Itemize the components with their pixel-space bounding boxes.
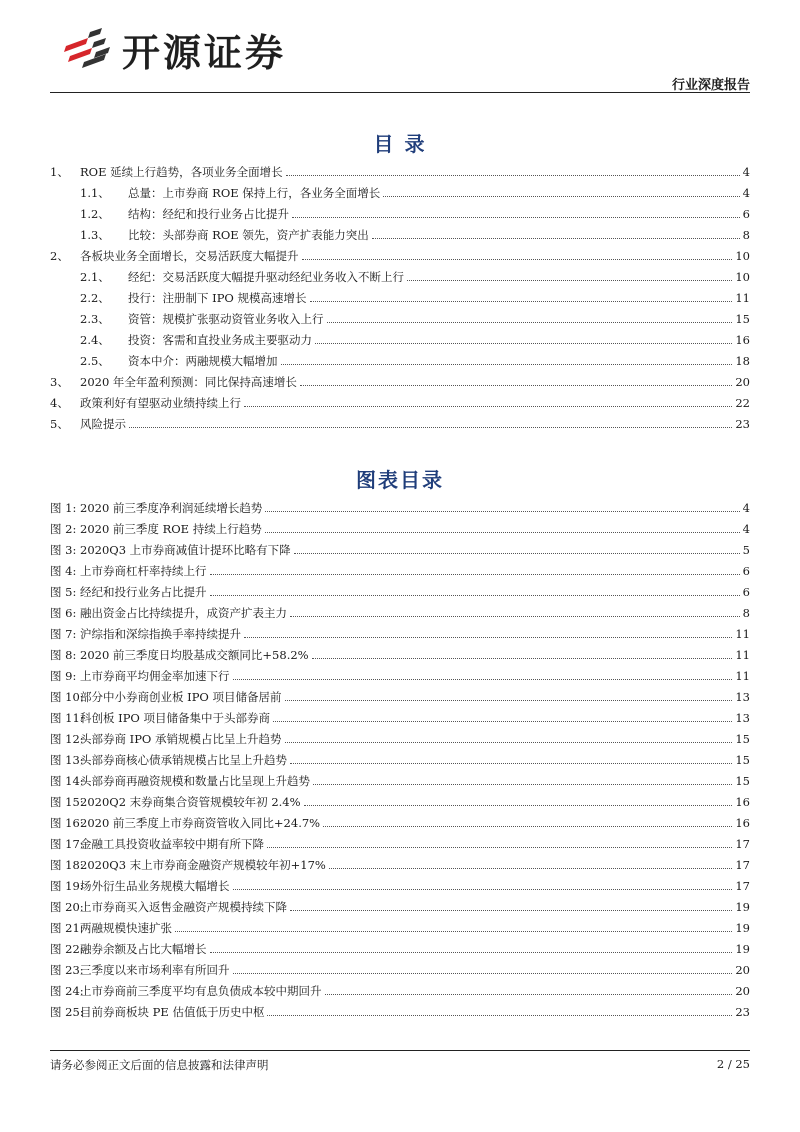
entry-title: 部分中小券商创业板 IPO 项目储备居前 (80, 690, 282, 704)
figure-entry[interactable] (50, 767, 750, 788)
entry-page: 20 (735, 984, 750, 998)
figure-entry[interactable] (50, 599, 750, 620)
leader-dots (265, 510, 739, 512)
toc-entry[interactable] (50, 179, 750, 200)
footer-disclaimer: 请务必参阅正文后面的信息披露和法律声明 (50, 1058, 269, 1072)
figure-entry[interactable] (50, 998, 750, 1019)
entry-page: 17 (735, 879, 750, 893)
entry-title: 结构：经纪和投行业务占比提升 (128, 207, 289, 221)
toc-entry[interactable] (50, 389, 750, 410)
leader-dots (244, 405, 732, 407)
entry-page: 16 (735, 816, 750, 830)
figure-entry[interactable] (50, 536, 750, 557)
leader-dots (267, 1014, 732, 1016)
leader-dots (312, 657, 733, 659)
figure-entry[interactable] (50, 704, 750, 725)
toc-entry[interactable] (50, 410, 750, 431)
entry-number: 图 7: (50, 627, 77, 641)
entry-page: 8 (742, 228, 750, 242)
figure-entry[interactable] (50, 494, 750, 515)
report-type-label: 行业深度报告 (671, 78, 750, 93)
entry-number: 1、 (50, 165, 69, 179)
leader-dots (210, 594, 740, 596)
entry-number: 图 13: (50, 753, 84, 767)
entry-title: 2020Q2 末券商集合资管规模较年初 2.4% (80, 795, 301, 809)
leader-dots (233, 678, 733, 680)
entry-title: 2020 前三季度 ROE 持续上行趋势 (80, 522, 262, 536)
figure-entry[interactable] (50, 977, 750, 998)
entry-number: 图 11: (50, 711, 84, 725)
leader-dots (323, 825, 732, 827)
entry-page: 15 (735, 753, 750, 767)
figure-entry[interactable] (50, 725, 750, 746)
figure-index-list (50, 494, 750, 1019)
entry-number: 1.1、 (80, 186, 110, 200)
entry-number: 1.2、 (80, 207, 110, 221)
leader-dots (233, 888, 733, 890)
entry-title: 政策利好有望驱动业绩持续上行 (80, 396, 241, 410)
entry-title: 三季度以来市场利率有所回升 (80, 963, 230, 977)
leader-dots (265, 531, 740, 533)
figure-entry[interactable] (50, 956, 750, 977)
entry-number: 图 14: (50, 774, 84, 788)
entry-page: 11 (735, 291, 750, 305)
entry-page: 6 (742, 207, 750, 221)
leader-dots (267, 846, 732, 848)
entry-number: 2.1、 (80, 270, 110, 284)
entry-number: 图 21: (50, 921, 84, 935)
footer-divider (50, 1050, 750, 1051)
leader-dots (407, 279, 732, 281)
entry-number: 图 1: (50, 501, 77, 515)
leader-dots (290, 762, 732, 764)
entry-title: 2020Q3 上市券商减值计提环比略有下降 (80, 543, 291, 557)
leader-dots (233, 972, 733, 974)
toc-entry[interactable] (50, 200, 750, 221)
entry-number: 图 24: (50, 984, 84, 998)
entry-page: 4 (742, 501, 750, 515)
entry-page: 19 (735, 900, 750, 914)
leader-dots (285, 699, 733, 701)
entry-number: 图 18: (50, 858, 84, 872)
figure-entry[interactable] (50, 809, 750, 830)
entry-page: 20 (735, 963, 750, 977)
figure-index-title: 图表目录 (356, 468, 444, 492)
entry-number: 图 23: (50, 963, 84, 977)
entry-title: 头部券商核心债承销规模占比呈上升趋势 (80, 753, 287, 767)
logo-text: 开源证券 (122, 31, 287, 75)
entry-title: 2020 年全年盈利预测：同比保持高速增长 (80, 375, 297, 389)
leader-dots (290, 615, 740, 617)
entry-title: 资管：规模扩张驱动资管业务收入上行 (128, 312, 324, 326)
entry-title: 总量：上市券商 ROE 保持上行，各业务全面增长 (128, 186, 381, 200)
figure-entry[interactable] (50, 557, 750, 578)
entry-title: 融出资金占比持续提升，成资产扩表主力 (80, 606, 287, 620)
leader-dots (329, 867, 732, 869)
entry-title: 目前券商板块 PE 估值低于历史中枢 (80, 1005, 265, 1019)
leader-dots (304, 804, 733, 806)
entry-title: 上市券商平均佣金率加速下行 (80, 669, 230, 683)
entry-number: 图 25: (50, 1005, 84, 1019)
entry-page: 8 (742, 606, 750, 620)
entry-page: 4 (742, 186, 750, 200)
entry-page: 5 (742, 543, 750, 557)
leader-dots (290, 909, 732, 911)
figure-entry[interactable] (50, 662, 750, 683)
entry-number: 图 17: (50, 837, 84, 851)
entry-page: 18 (735, 354, 750, 368)
figure-entry[interactable] (50, 683, 750, 704)
leader-dots (294, 552, 740, 554)
figure-entry[interactable] (50, 872, 750, 893)
entry-page: 16 (735, 795, 750, 809)
entry-page: 13 (735, 711, 750, 725)
entry-page: 6 (742, 585, 750, 599)
toc-entry[interactable] (50, 305, 750, 326)
header-divider (50, 92, 750, 93)
entry-page: 13 (735, 690, 750, 704)
entry-page: 11 (735, 627, 750, 641)
entry-number: 2.3、 (80, 312, 110, 326)
entry-page: 11 (735, 648, 750, 662)
figure-entry[interactable] (50, 830, 750, 851)
entry-title: 2020 前三季度日均股基成交额同比+58.2% (80, 648, 309, 662)
figure-entry[interactable] (50, 641, 750, 662)
entry-title: 上市券商杠杆率持续上行 (80, 564, 207, 578)
leader-dots (210, 951, 733, 953)
leader-dots (273, 720, 732, 722)
entry-page: 10 (735, 270, 750, 284)
toc-entry[interactable] (50, 284, 750, 305)
entry-page: 15 (735, 312, 750, 326)
figure-entry[interactable] (50, 893, 750, 914)
entry-page: 17 (735, 837, 750, 851)
company-logo (62, 22, 286, 77)
leader-dots (302, 258, 733, 260)
entry-title: 科创板 IPO 项目储备集中于头部券商 (80, 711, 271, 725)
entry-number: 5、 (50, 417, 69, 431)
entry-title: 2020Q3 末上市券商金融资产规模较年初+17% (80, 858, 326, 872)
entry-title: 各板块业务全面增长，交易活跃度大幅提升 (80, 249, 299, 263)
entry-title: 沪综指和深综指换手率持续提升 (80, 627, 241, 641)
entry-page: 23 (735, 417, 750, 431)
figure-entry[interactable] (50, 515, 750, 536)
leader-dots (313, 783, 732, 785)
leader-dots (285, 741, 733, 743)
leader-dots (129, 426, 732, 428)
leader-dots (281, 363, 733, 365)
leader-dots (286, 174, 740, 176)
figure-entry[interactable] (50, 935, 750, 956)
entry-page: 6 (742, 564, 750, 578)
toc-entry[interactable] (50, 368, 750, 389)
entry-number: 图 3: (50, 543, 77, 557)
leader-dots (300, 384, 732, 386)
figure-entry[interactable] (50, 578, 750, 599)
leader-dots (175, 930, 732, 932)
entry-title: 两融规模快速扩张 (80, 921, 172, 935)
entry-number: 2.5、 (80, 354, 110, 368)
entry-title: 场外衍生品业务规模大幅增长 (80, 879, 230, 893)
figure-entry[interactable] (50, 914, 750, 935)
entry-number: 图 10: (50, 690, 84, 704)
entry-page: 4 (742, 165, 750, 179)
figure-entry[interactable] (50, 620, 750, 641)
entry-title: 头部券商再融资规模和数量占比呈现上升趋势 (80, 774, 310, 788)
entry-page: 11 (735, 669, 750, 683)
entry-title: 比较：头部券商 ROE 领先，资产扩表能力突出 (128, 228, 369, 242)
entry-page: 17 (735, 858, 750, 872)
toc-list (50, 158, 750, 431)
page-number: 2 / 25 (716, 1057, 750, 1071)
page-header (50, 18, 750, 93)
toc-title: 目 录 (373, 132, 427, 156)
entry-number: 2.4、 (80, 333, 110, 347)
entry-page: 23 (735, 1005, 750, 1019)
entry-title: 经纪：交易活跃度大幅提升驱动经纪业务收入不断上行 (128, 270, 404, 284)
toc-entry[interactable] (50, 242, 750, 263)
leader-dots (292, 216, 740, 218)
entry-title: 资本中介：两融规模大幅增加 (128, 354, 278, 368)
entry-number: 图 22: (50, 942, 84, 956)
entry-number: 2.2、 (80, 291, 110, 305)
entry-page: 10 (735, 249, 750, 263)
entry-title: 头部券商 IPO 承销规模占比呈上升趋势 (80, 732, 282, 746)
entry-number: 1.3、 (80, 228, 110, 242)
toc-entry[interactable] (50, 158, 750, 179)
entry-number: 图 12: (50, 732, 84, 746)
entry-number: 图 15: (50, 795, 84, 809)
entry-number: 图 20: (50, 900, 84, 914)
leader-dots (244, 636, 732, 638)
toc-entry[interactable] (50, 347, 750, 368)
toc-entry[interactable] (50, 326, 750, 347)
entry-title: 2020 前三季度上市券商资管收入同比+24.7% (80, 816, 321, 830)
entry-title: 经纪和投行业务占比提升 (80, 585, 207, 599)
toc-entry[interactable] (50, 221, 750, 242)
entry-page: 16 (735, 333, 750, 347)
leader-dots (210, 573, 740, 575)
entry-number: 图 9: (50, 669, 77, 683)
leader-dots (315, 342, 732, 344)
entry-title: 投资：客需和直投业务成主要驱动力 (128, 333, 312, 347)
entry-number: 图 5: (50, 585, 77, 599)
entry-title: 2020 前三季度净利润延续增长趋势 (80, 501, 263, 515)
entry-title: 融券余额及占比大幅增长 (80, 942, 207, 956)
figure-entry[interactable] (50, 788, 750, 809)
figure-entry[interactable] (50, 746, 750, 767)
entry-page: 22 (735, 396, 750, 410)
entry-number: 图 2: (50, 522, 77, 536)
entry-number: 3、 (50, 375, 69, 389)
entry-number: 图 6: (50, 606, 77, 620)
entry-number: 图 4: (50, 564, 77, 578)
entry-title: 投行：注册制下 IPO 规模高速增长 (128, 291, 307, 305)
leader-dots (325, 993, 733, 995)
toc-entry[interactable] (50, 263, 750, 284)
entry-title: 上市券商前三季度平均有息负债成本较中期回升 (80, 984, 322, 998)
leader-dots (310, 300, 733, 302)
entry-page: 19 (735, 942, 750, 956)
entry-title: 金融工具投资收益率较中期有所下降 (80, 837, 264, 851)
entry-page: 20 (735, 375, 750, 389)
entry-page: 4 (742, 522, 750, 536)
entry-number: 2、 (50, 249, 69, 263)
entry-title: 风险提示 (80, 417, 126, 431)
figure-entry[interactable] (50, 851, 750, 872)
entry-number: 4、 (50, 396, 69, 410)
entry-number: 图 8: (50, 648, 77, 662)
entry-number: 图 16: (50, 816, 84, 830)
kaiyuan-logo-icon (62, 28, 114, 72)
entry-number: 图 19: (50, 879, 84, 893)
entry-page: 15 (735, 774, 750, 788)
leader-dots (327, 321, 733, 323)
leader-dots (372, 237, 740, 239)
entry-page: 15 (735, 732, 750, 746)
entry-page: 19 (735, 921, 750, 935)
leader-dots (383, 195, 739, 197)
entry-title: ROE 延续上行趋势，各项业务全面增长 (80, 165, 283, 179)
entry-title: 上市券商买入返售金融资产规模持续下降 (80, 900, 287, 914)
